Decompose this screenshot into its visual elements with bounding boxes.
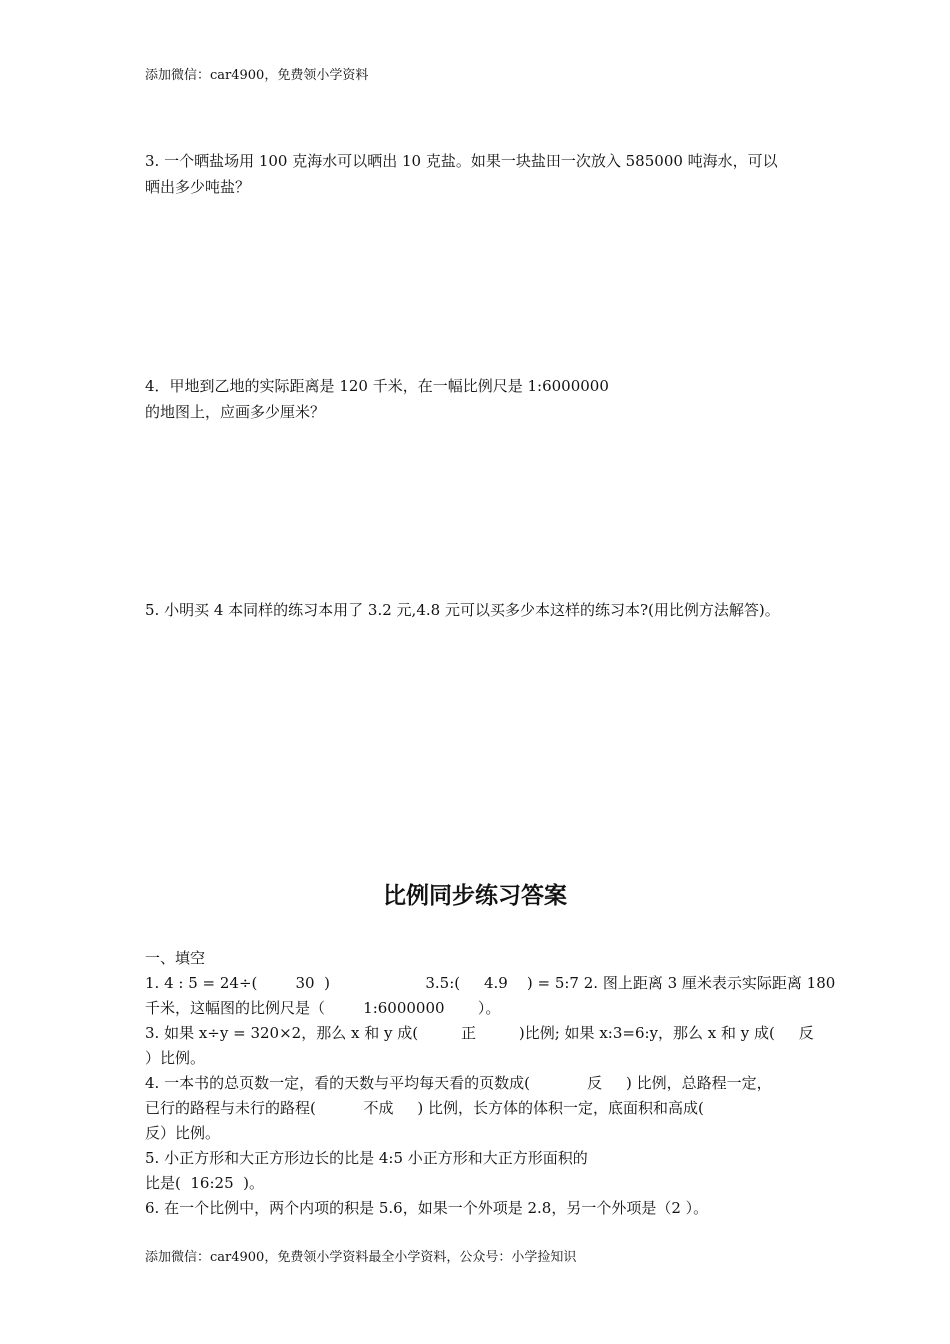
answer-line: 3. 如果 x÷y = 320×2，那么 x 和 y 成( 正 )比例; 如果 x:3=6:y，那么 x 和 y 成( 反	[145, 1024, 814, 1042]
question-4-line-1: 4．甲地到乙地的实际距离是 120 千米，在一幅比例尺是 1:6000000	[145, 377, 609, 395]
footer-note: 添加微信：car4900，免费领小学资料最全小学资料，公众号：小学捡知识	[145, 1250, 577, 1265]
answers-title: 比例同步练习答案	[383, 883, 567, 909]
answer-line: ）比例。	[145, 1049, 206, 1067]
question-3-line-2: 晒出多少吨盐？	[145, 178, 251, 196]
answer-line: 比是( 16:25 )。	[145, 1174, 265, 1192]
answer-line: 5. 小正方形和大正方形边长的比是 4:5 小正方形和大正方形面积的	[145, 1149, 588, 1167]
answers-section-heading: 一、填空	[145, 949, 206, 967]
question-3-line-1: 3. 一个晒盐场用 100 克海水可以晒出 10 克盐。如果一块盐田一次放入 585000 吨海水，可以	[145, 152, 778, 170]
question-5-line-1: 5. 小明买 4 本同样的练习本用了 3.2 元,4.8 元可以买多少本这样的练习本?(用比例方法解答)。	[145, 601, 780, 619]
question-4-line-2: 的地图上，应画多少厘米？	[145, 403, 326, 421]
answer-line: 1. 4 : 5 = 24÷( 30 ) 3.5:( 4.9 ) = 5:7 2. 图上距离 3 厘米表示实际距离 180	[145, 974, 836, 992]
answer-line: 千米，这幅图的比例尺是（ 1:6000000 ）。	[145, 999, 501, 1017]
answer-line: 4. 一本书的总页数一定，看的天数与平均每天看的页数成( 反 ) 比例，总路程一定，	[145, 1074, 772, 1092]
answer-line: 6. 在一个比例中，两个内项的积是 5.6，如果一个外项是 2.8，另一个外项是（2 ）。	[145, 1199, 709, 1217]
header-note: 添加微信：car4900，免费领小学资料	[145, 68, 369, 83]
answer-line: 已行的路程与未行的路程( 不成 ) 比例，长方体的体积一定，底面积和高成(	[145, 1099, 704, 1117]
answer-line: 反）比例。	[145, 1124, 221, 1142]
